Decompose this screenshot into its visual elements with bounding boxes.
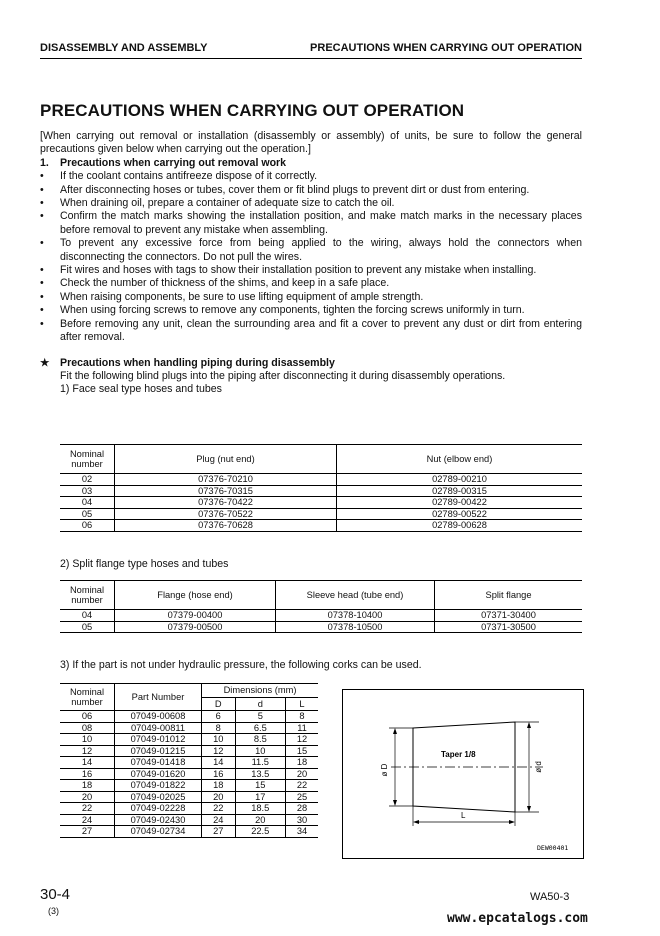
table1-label: 1) Face seal type hoses and tubes — [60, 383, 222, 396]
section1-title: Precautions when carrying out removal work — [60, 156, 287, 169]
page-number: 30-4 — [40, 886, 71, 903]
length-label: L — [461, 811, 466, 820]
table-row — [60, 711, 318, 723]
intro-text: [When carrying out removal or installation (disassembly or assembly) of units, be sure to follow the general precautions given below when carrying out the operation.] — [40, 130, 582, 156]
table-cell: 5 — [235, 711, 286, 723]
table-cell: 10 — [60, 734, 115, 746]
table-cell: 18 — [202, 780, 236, 792]
table-cell: 07371-30400 — [435, 610, 583, 622]
table-cell: 07049-02025 — [115, 791, 202, 803]
table-cell: 11.5 — [235, 757, 286, 769]
table-row — [60, 814, 318, 826]
table-cell: 12 — [60, 745, 115, 757]
table-row — [60, 768, 318, 780]
table-cell: 07378-10500 — [276, 621, 435, 633]
table-row — [60, 803, 318, 815]
table-cell: 07379-00400 — [115, 610, 276, 622]
table-row — [60, 757, 318, 769]
list-item: • When raising components, be sure to use lifting equipment of ample strength. — [40, 291, 582, 304]
table-header: Nominal number — [60, 581, 115, 610]
table-cell: 07049-01215 — [115, 745, 202, 757]
page-body — [40, 130, 582, 397]
list-item: • Check the number of thickness of the shims, and keep in a safe place. — [40, 277, 582, 290]
table-header: Nominal number — [60, 684, 115, 711]
table-cell: 16 — [202, 768, 236, 780]
table-cell: 07049-02228 — [115, 803, 202, 815]
table-cell: 04 — [60, 610, 115, 622]
cork-table — [60, 683, 318, 838]
table-cell: 07376-70628 — [115, 520, 337, 532]
table-cell: 07378-10400 — [276, 610, 435, 622]
table-cell: 30 — [286, 814, 318, 826]
header-topic: PRECAUTIONS WHEN CARRYING OUT OPERATION — [310, 42, 582, 54]
table-cell: 12 — [202, 745, 236, 757]
list-item: • When draining oil, prepare a container of adequate size to catch the oil. — [40, 197, 582, 210]
table-cell: 10 — [235, 745, 286, 757]
face-seal-table — [60, 444, 582, 532]
table-cell: 18 — [286, 757, 318, 769]
table-header: d — [235, 697, 286, 711]
table-header: Dimensions (mm) — [202, 684, 319, 698]
table-cell: 20 — [202, 791, 236, 803]
table-cell: 06 — [60, 711, 115, 723]
cork-diagram — [342, 689, 584, 859]
table-cell: 22 — [60, 803, 115, 815]
table-row — [60, 722, 318, 734]
table-cell: 8 — [286, 711, 318, 723]
table-cell: 14 — [202, 757, 236, 769]
table-cell: 07049-00811 — [115, 722, 202, 734]
piping-heading — [40, 357, 582, 370]
table-cell: 07376-70315 — [115, 485, 337, 497]
table-cell: 07049-01012 — [115, 734, 202, 746]
table-cell: 22.5 — [235, 826, 286, 838]
table2-label: 2) Split flange type hoses and tubes — [60, 558, 229, 570]
model-number: WA50-3 — [530, 891, 570, 903]
table-cell: 28 — [286, 803, 318, 815]
table-cell: 20 — [286, 768, 318, 780]
table-cell: 06 — [60, 520, 115, 532]
table-cell: 07379-00500 — [115, 621, 276, 633]
table-row — [60, 780, 318, 792]
list-item: • Before removing any unit, clean the surrounding area and fit a cover to prevent any dust or dirt from entering after removal. — [40, 318, 582, 345]
list-item: • If the coolant contains antifreeze dispose of it correctly. — [40, 170, 582, 183]
table-cell: 18.5 — [235, 803, 286, 815]
table-row — [60, 474, 582, 486]
table-header: D — [202, 697, 236, 711]
table-cell: 34 — [286, 826, 318, 838]
page-title: PRECAUTIONS WHEN CARRYING OUT OPERATION — [40, 101, 465, 120]
table-cell: 07376-70210 — [115, 474, 337, 486]
table-cell: 24 — [202, 814, 236, 826]
table-header: Split flange — [435, 581, 583, 610]
table-cell: 02789-00522 — [336, 508, 582, 520]
table-cell: 04 — [60, 497, 115, 509]
page-revision: (3) — [48, 906, 59, 916]
header-section: DISASSEMBLY AND ASSEMBLY — [40, 42, 208, 54]
table-row — [60, 508, 582, 520]
table-cell: 02 — [60, 474, 115, 486]
table-cell: 8.5 — [235, 734, 286, 746]
table-cell: 8 — [202, 722, 236, 734]
table-header: Plug (nut end) — [115, 445, 337, 474]
table-cell: 13.5 — [235, 768, 286, 780]
table-cell: 07049-01822 — [115, 780, 202, 792]
table-header: Sleeve head (tube end) — [276, 581, 435, 610]
table-cell: 24 — [60, 814, 115, 826]
table-cell: 11 — [286, 722, 318, 734]
table-cell: 02789-00210 — [336, 474, 582, 486]
table-cell: 10 — [202, 734, 236, 746]
table-cell: 17 — [235, 791, 286, 803]
table-cell: 07376-70422 — [115, 497, 337, 509]
table-row — [60, 485, 582, 497]
cork-drawing — [343, 690, 583, 858]
table-cell: 07049-01418 — [115, 757, 202, 769]
table-cell: 12 — [286, 734, 318, 746]
table-cell: 08 — [60, 722, 115, 734]
table-cell: 02789-00315 — [336, 485, 582, 497]
table-cell: 07049-01620 — [115, 768, 202, 780]
table-cell: 15 — [235, 780, 286, 792]
table-cell: 27 — [60, 826, 115, 838]
table3-label: 3) If the part is not under hydraulic pressure, the following corks can be used. — [60, 659, 422, 671]
table-cell: 03 — [60, 485, 115, 497]
table-cell: 20 — [60, 791, 115, 803]
table-cell: 15 — [286, 745, 318, 757]
list-item: • When using forcing screws to remove any components, tighten the forcing screws uniformly in turn. — [40, 304, 582, 317]
outer-diameter-label: ø D — [380, 763, 389, 777]
table-header: Nominal number — [60, 445, 115, 474]
inner-diameter-label: ø d — [534, 761, 543, 773]
table-row — [60, 610, 582, 622]
table-cell: 07371-30500 — [435, 621, 583, 633]
table-cell: 18 — [60, 780, 115, 792]
removal-precautions-list — [40, 170, 582, 344]
taper-label: Taper 1/8 — [441, 750, 476, 759]
piping-title: Precautions when handling piping during disassembly — [60, 356, 335, 369]
piping-text: Fit the following blind plugs into the piping after disconnecting it during disassembly operations. — [60, 369, 506, 382]
table-row — [60, 520, 582, 532]
table-cell: 05 — [60, 508, 115, 520]
table-header: Flange (hose end) — [115, 581, 276, 610]
page-header — [40, 40, 582, 59]
table-row — [60, 826, 318, 838]
split-flange-table — [60, 580, 582, 633]
table-cell: 25 — [286, 791, 318, 803]
section1-heading — [40, 157, 582, 170]
table-header: L — [286, 697, 318, 711]
table-cell: 02789-00628 — [336, 520, 582, 532]
table-cell: 14 — [60, 757, 115, 769]
section1-number: 1. — [40, 156, 49, 169]
list-item: • Confirm the match marks showing the installation position, and make match marks in the necessary places before removal to prevent any mistake when assembling. — [40, 210, 582, 237]
table-header: Nut (elbow end) — [336, 445, 582, 474]
table-cell: 02789-00422 — [336, 497, 582, 509]
table-cell: 05 — [60, 621, 115, 633]
table-cell: 6.5 — [235, 722, 286, 734]
table-row — [60, 497, 582, 509]
table-cell: 22 — [286, 780, 318, 792]
table-cell: 27 — [202, 826, 236, 838]
figure-code: DEW00401 — [537, 844, 569, 852]
watermark: www.epcatalogs.com — [447, 911, 588, 926]
list-item: • After disconnecting hoses or tubes, cover them or fit blind plugs to prevent dirt or dust from entering. — [40, 184, 582, 197]
table-row — [60, 734, 318, 746]
table-cell: 07049-02430 — [115, 814, 202, 826]
table-cell: 16 — [60, 768, 115, 780]
table-row — [60, 745, 318, 757]
table-cell: 20 — [235, 814, 286, 826]
table-cell: 07049-02734 — [115, 826, 202, 838]
list-item: • Fit wires and hoses with tags to show their installation position to prevent any mistake when installing. — [40, 264, 582, 277]
table-row — [60, 791, 318, 803]
table-cell: 22 — [202, 803, 236, 815]
table-cell: 6 — [202, 711, 236, 723]
table-cell: 07376-70522 — [115, 508, 337, 520]
table-cell: 07049-00608 — [115, 711, 202, 723]
star-icon: ★ — [40, 356, 50, 369]
table-header: Part Number — [115, 684, 202, 711]
list-item: • To prevent any excessive force from being applied to the wiring, always hold the connectors when disconnecting the connectors. Do not pull the wires. — [40, 237, 582, 264]
table-row — [60, 621, 582, 633]
